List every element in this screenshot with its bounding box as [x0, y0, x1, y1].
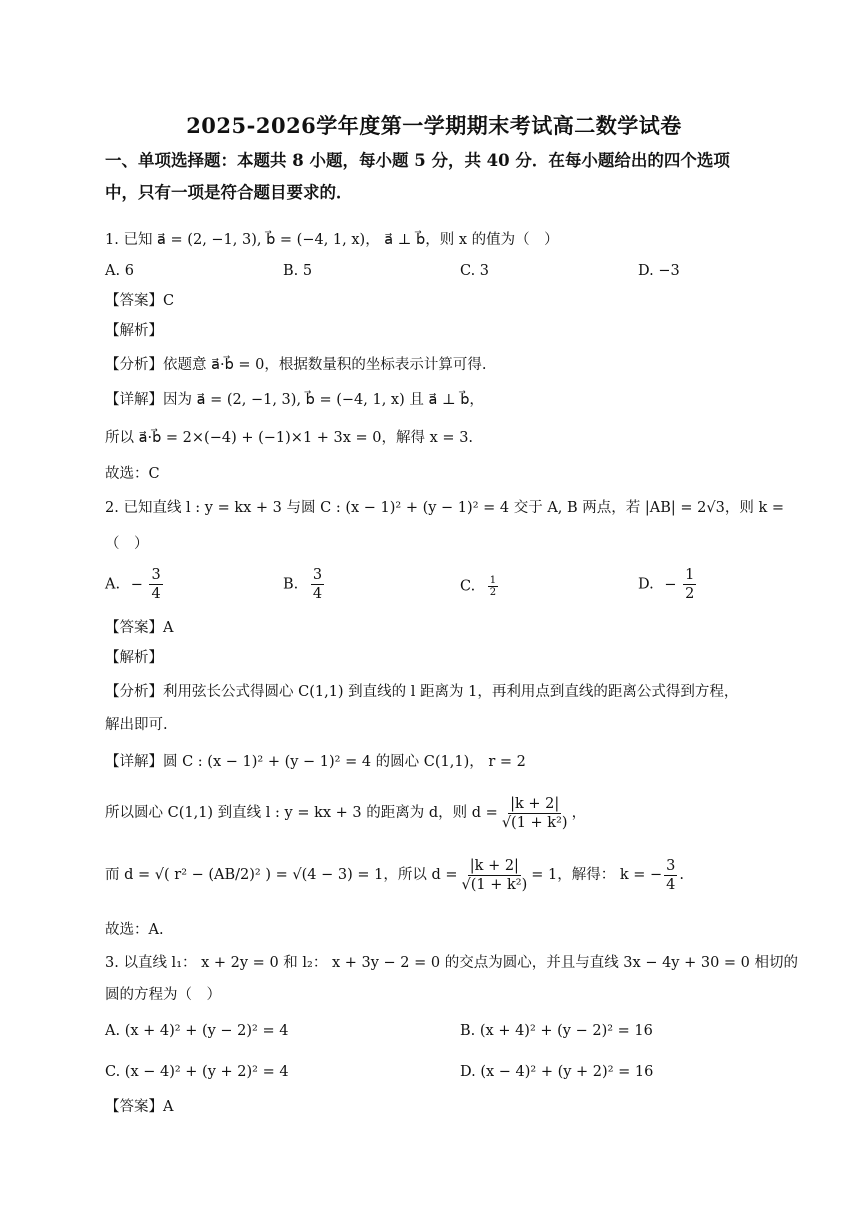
q1-stem: 1. 已知 a⃗ = (2, −1, 3), b⃗ = (−4, 1, x)， a⃗ ⊥ b⃗，则 x 的值为（ ） [105, 232, 559, 248]
q2-analysis-1: 【分析】利用弦长公式得圆心 C(1,1) 到直线的 l 距离为 1，再利用点到直线的距离公式得到方程， [105, 684, 739, 700]
q2-detail-3 [105, 852, 684, 898]
q1-option-d: D. −3 [638, 263, 680, 279]
q2-option-a-num: 3 [151, 567, 161, 583]
q1-jiexi: 【解析】 [105, 323, 163, 339]
q3-option-b: B. (x + 4)² + (y − 2)² = 16 [460, 1023, 653, 1039]
q2-option-d-num: 1 [685, 567, 695, 583]
q2-detail-2-num: |k + 2| [510, 795, 560, 812]
q2-option-c-den: 2 [489, 587, 497, 598]
q2-option-d [638, 566, 698, 603]
q2-detail-3-num: |k + 2| [469, 857, 519, 874]
q1-answer: 【答案】C [105, 293, 175, 309]
q2-answer: 【答案】A [105, 620, 174, 636]
q1-choose: 故选：C [105, 466, 160, 482]
q2-detail-3-kden: 4 [666, 876, 676, 893]
q2-option-d-label: D. [638, 576, 654, 593]
q3-option-d: D. (x − 4)² + (y + 2)² = 16 [460, 1064, 654, 1080]
q3-option-c: C. (x − 4)² + (y + 2)² = 4 [105, 1064, 289, 1080]
q1-analysis: 【分析】依题意 a⃗·b⃗ = 0，根据数量积的坐标表示计算可得. [105, 357, 487, 373]
q2-detail-3-den: √(1 + k²) [461, 876, 528, 893]
q2-jiexi: 【解析】 [105, 650, 163, 666]
q1-detail-2: 所以 a⃗·b⃗ = 2×(−4) + (−1)×1 + 3x = 0，解得 x = 3. [105, 430, 474, 446]
q3-stem-1: 3. 以直线 l₁： x + 2y = 0 和 l₂： x + 3y − 2 = 0 的交点为圆心，并且与直线 3x − 4y + 30 = 0 相切的 [105, 955, 799, 971]
q2-detail-1: 【详解】圆 C : (x − 1)² + (y − 1)² = 4 的圆心 C(1,1)， r = 2 [105, 754, 526, 770]
q2-option-a-den: 4 [151, 586, 161, 602]
q3-answer: 【答案】A [105, 1099, 174, 1115]
q2-detail-3-knum: 3 [666, 857, 676, 874]
q1-detail-1: 【详解】因为 a⃗ = (2, −1, 3), b⃗ = (−4, 1, x) 且 a⃗ ⊥ b⃗， [105, 392, 484, 408]
q2-stem-2: （ ） [105, 536, 149, 552]
q2-stem-1: 2. 已知直线 l : y = kx + 3 与圆 C : (x − 1)² + (y − 1)² = 4 交于 A, B 两点，若 |AB| = 2√3，则 k = [105, 500, 784, 516]
q2-detail-3-post: . [679, 867, 684, 883]
q2-option-b [283, 566, 326, 603]
q2-option-a-label: A. [105, 576, 121, 593]
q1-option-b: B. 5 [283, 263, 313, 279]
q2-detail-2-post: ， [571, 805, 587, 821]
q2-option-b-num: 3 [312, 567, 323, 583]
q2-option-a-sign: − [130, 576, 143, 593]
q2-option-d-den: 2 [685, 586, 695, 602]
q2-analysis-2: 解出即可. [105, 717, 168, 733]
q2-option-b-label: B. [283, 576, 299, 593]
q2-option-a [105, 566, 165, 603]
q2-detail-2-den: √(1 + k²) [501, 814, 568, 831]
q2-option-d-sign: − [664, 576, 677, 593]
q3-stem-2: 圆的方程为（ ） [105, 987, 221, 1003]
q2-option-c-num: 1 [489, 575, 497, 586]
page-title: 2025-2026学年度第一学期期末考试高二数学试卷 [186, 113, 682, 138]
q2-detail-3-pre: 而 d = √( r² − (AB/2)² ) = √(4 − 3) = 1，所以 d = [105, 867, 458, 883]
q2-detail-3-mid: = 1，解得： k = − [531, 867, 663, 883]
q1-option-a: A. 6 [105, 263, 134, 279]
section-heading-line2: 中，只有一项是符合题目要求的． [105, 183, 353, 202]
q1-option-c: C. 3 [460, 263, 490, 279]
q2-option-c-label: C. [460, 578, 476, 595]
q2-detail-2-pre: 所以圆心 C(1,1) 到直线 l : y = kx + 3 的距离为 d，则 d = [105, 805, 498, 821]
q2-option-b-den: 4 [312, 586, 323, 602]
q2-option-c [460, 575, 500, 598]
q2-detail-2 [105, 790, 586, 836]
section-heading-line1: 一、单项选择题：本题共 8 小题，每小题 5 分，共 40 分．在每小题给出的四个选项 [105, 151, 730, 170]
q3-option-a: A. (x + 4)² + (y − 2)² = 4 [105, 1023, 289, 1039]
q2-choose: 故选：A. [105, 922, 164, 938]
